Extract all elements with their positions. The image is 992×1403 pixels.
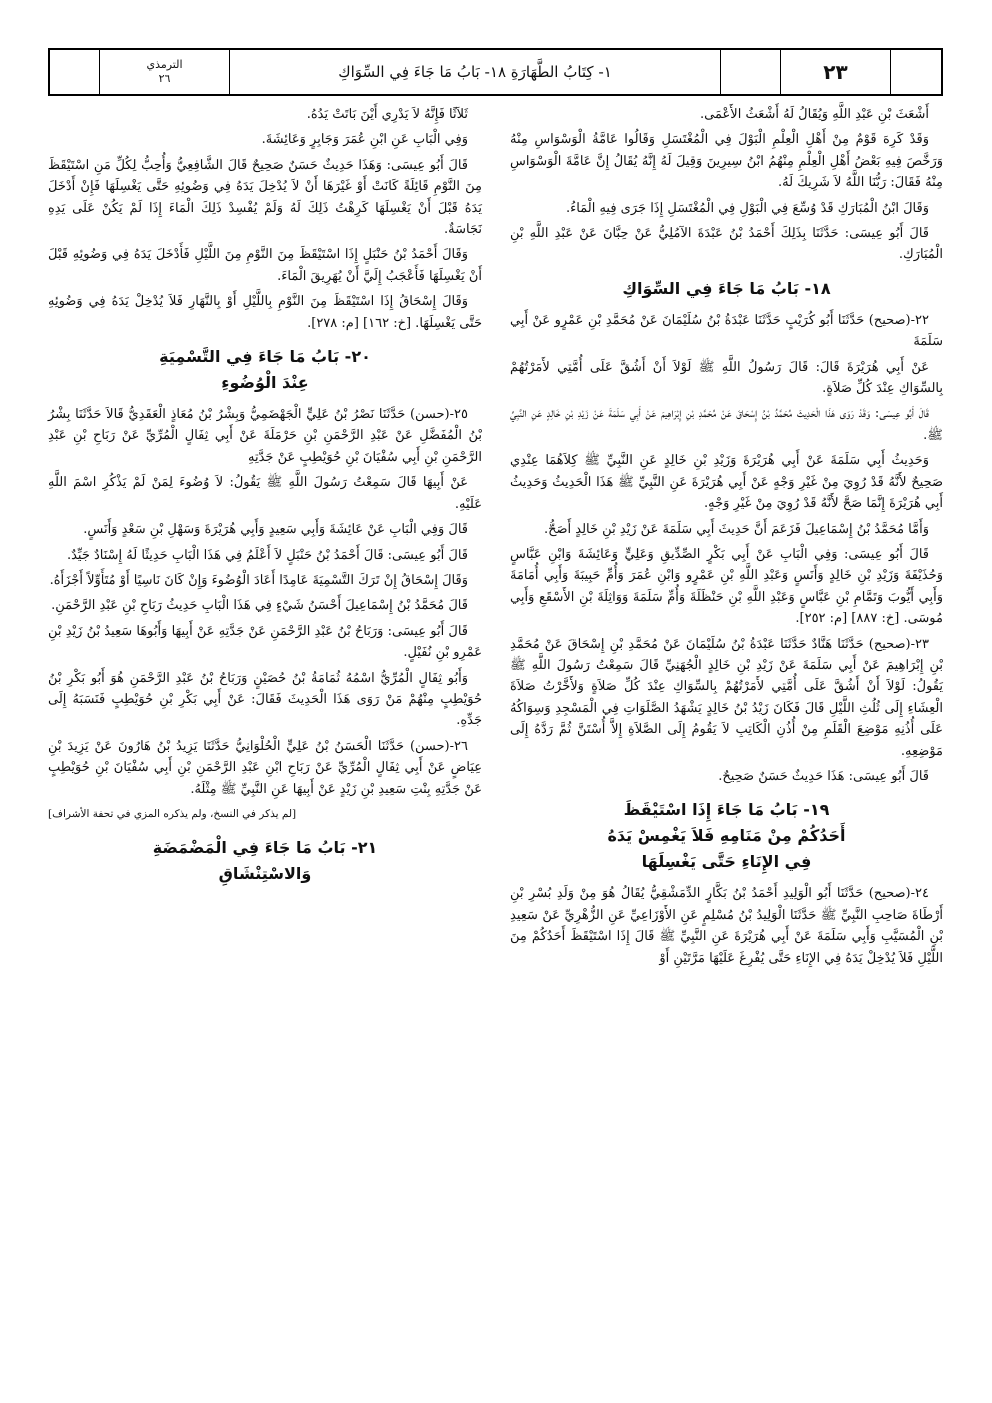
page-header	[48, 48, 943, 96]
hadith-paragraph: ٢٤-(صحيح) حَدَّثَنَا أَبُو الْوَلِيدِ أَحْمَدُ بْنُ بَكَّارٍ الدِّمَشْقِيُّ يُقَالُ هُوَ مِنْ وَلَدِ بُسْرِ بْنِ أَرْطَاةَ صَاحِبِ النَّبِيِّ ﷺ حَدَّثَنَا الْوَلِيدُ بْنُ مُسْلِمٍ عَنِ الأَوْزَاعِيِّ عَنِ الزُّهْرِيِّ عَنْ سَعِيدِ بْنِ الْمُسَيَّبِ وَأَبِي سَلَمَةَ عَنْ أَبِي هُرَيْرَةَ عَنِ النَّبِيِّ ﷺ قَالَ إِذَا اسْتَيْقَظَ أَحَدُكُمْ مِنَ اللَّيْلِ فَلاَ يُدْخِلْ يَدَهُ فِي الإِنَاءِ حَتَّى يُفْرِغَ عَلَيْهَا مَرَّتَيْنِ أَوْ	[510, 886, 943, 966]
chapter-heading: ١٨- بَابُ مَا جَاءَ فِي السِّوَاكِ	[622, 278, 831, 298]
paragraph: قَالَ وَفِي الْبَابِ عَنْ عَائِشَةَ وَأَبِي سَعِيدٍ وَأَبِي هُرَيْرَةَ وَسَهْلِ بْنِ سَعْدٍ وَأَنَسٍ.	[83, 522, 468, 538]
paragraph: وَقَالَ ابْنُ الْمُبَارَكِ قَدْ وُسِّعَ فِي الْبَوْلِ فِي الْمُغْتَسَلِ إِذَا جَرَى فِيهِ الْمَاءُ.	[566, 200, 929, 216]
chapter-heading-line: عِنْدَ الْوُضُوءِ	[221, 373, 309, 393]
paragraph: وَقَالَ إِسْحَاقُ إِنْ تَرَكَ التَّسْمِيَةَ عَامِدًا أَعَادَ الْوُضُوءَ وَإِنْ كَانَ نَاسِيًا أَوْ مُتَأَوِّلاً أَجْزَأَهُ.	[49, 572, 468, 588]
paragraph: قَالَ أَبُو عِيسَى: وَفِي الْبَابِ عَنْ أَبِي بَكْرٍ الصِّدِّيقِ وَعَلِيٍّ وَعَائِشَةَ وَابْنِ عَبَّاسٍ وَحُذَيْفَةَ وَزَيْدِ بْنِ خَالِدٍ وَأَنَسٍ وَعَبْدِ اللَّهِ بْنِ عَمْرٍو وَابْنِ عُمَرَ وَأُمِّ حَبِيبَةَ وَأَبِي أُمَامَةَ وَأَبِي أَيُّوبَ وَتَمَّامِ بْنِ عَبَّاسٍ وَعَبْدِ اللَّهِ بْنِ حَنْظَلَةَ وَأُمِّ سَلَمَةَ وَوَاثِلَةَ بْنِ الأَسْقَعِ وَأَبِي مُوسَى. [خ: ٨٨٧] [م: ٢٥٢].	[510, 546, 943, 627]
chapter-heading: ٢١- بَابُ مَا جَاءَ فِي الْمَضْمَضَةِ	[152, 838, 378, 858]
paragraph: قَالَ أَبُو عِيسَى: وَهَذَا حَدِيثٌ حَسَنٌ صَحِيحٌ قَالَ الشَّافِعِيُّ وَأُحِبُّ لِكُلِّ مَنِ اسْتَيْقَظَ مِنَ النَّوْمِ قَائِلَةً كَانَتْ أَوْ غَيْرَهَا أَنْ لاَ يُدْخِلَ يَدَهُ فِي وَضُوئِهِ حَتَّى يَغْسِلَهَا فَإِنْ أَدْخَلَ يَدَهُ قَبْلَ أَنْ يَغْسِلَهَا كَرِهْتُ ذَلِكَ لَهُ وَلَمْ يُفْسِدْ ذَلِكَ الْمَاءَ إِذَا لَمْ يَكُنْ عَلَى يَدِهِ نَجَاسَةٌ.	[48, 157, 482, 238]
chapter-heading-line: أَحَدُكُمْ مِنْ مَنَامِهِ فَلاَ يَغْمِسْ يَدَهُ	[607, 826, 846, 846]
paragraph: قَالَ أَبُو عِيسَى: وَرَبَاحُ بْنُ عَبْدِ الرَّحْمَنِ عَنْ جَدَّتِهِ عَنْ أَبِيهَا وَأَبُوهَا سَعِيدُ بْنُ زَيْدِ بْنِ عَمْرِو بْنِ نُفَيْلٍ.	[48, 623, 482, 661]
paragraph: عَنْ أَبِي هُرَيْرَةَ قَالَ: قَالَ رَسُولُ اللَّهِ ﷺ لَوْلاَ أَنْ أَشُقَّ عَلَى أُمَّتِي لأَمَرْتُهُمْ بِالسِّوَاكِ عِنْدَ كُلِّ صَلاَةٍ.	[510, 359, 943, 397]
paragraph: ثَلاَثًا فَإِنَّهُ لاَ يَدْرِي أَيْنَ بَاتَتْ يَدُهُ.	[306, 107, 468, 122]
paragraph: وَقَالَ إِسْحَاقُ إِذَا اسْتَيْقَظَ مِنَ النَّوْمِ بِاللَّيْلِ أَوْ بِالنَّهَارِ فَلاَ يُدْخِلْ يَدَهُ فِي وَضُوئِهِ حَتَّى يَغْسِلَهَا. [خ: ١٦٢] [م: ٢٧٨].	[48, 294, 482, 331]
chapter-heading-line: فِي الإِنَاءِ حَتَّى يَغْسِلَهَا	[641, 852, 812, 872]
header-cell-blank	[50, 50, 100, 94]
paragraph: أَشْعَثَ بْنِ عَبْدِ اللَّهِ وَيُقَالُ لَهُ أَشْعَثُ الأَعْمَى.	[700, 107, 929, 122]
chapter-heading: ١٩- بَابُ مَا جَاءَ إِذَا اسْتَيْقَظَ	[623, 800, 830, 820]
hadith-paragraph: ٢٢-(صحيح) حَدَّثَنَا أَبُو كُرَيْبٍ حَدَّثَنَا عَبْدَةُ بْنُ سُلَيْمَانَ عَنْ مُحَمَّدِ بْنِ عَمْرٍو عَنْ أَبِي سَلَمَةَ	[510, 312, 943, 350]
paragraph: قَالَ أَبُو عِيسَى: حَدَّثَنَا بِذَلِكَ أَحْمَدُ بْنُ عَبْدَةَ الآمُلِيُّ عَنْ حِبَّانَ عَنْ عَبْدِ اللَّهِ بْنِ الْمُبَارَكِ.	[510, 226, 943, 263]
reference-label: الترمذي	[146, 58, 183, 71]
left-column	[48, 104, 482, 895]
paragraph: وَحَدِيثُ أَبِي سَلَمَةَ عَنْ أَبِي هُرَيْرَةَ وَزَيْدِ بْنِ خَالِدٍ عَنِ النَّبِيِّ ﷺ كِلاَهُمَا عِنْدِي صَحِيحٌ لأَنَّهُ قَدْ رُوِيَ مِنْ غَيْرِ وَجْهٍ عَنْ أَبِي هُرَيْرَةَ عَنِ النَّبِيِّ ﷺ هَذَا الْحَدِيثُ وَحَدِيثُ أَبِي هُرَيْرَةَ إِنَّمَا صَحَّ لأَنَّهُ قَدْ رُوِيَ مِنْ غَيْرِ وَجْهٍ.	[510, 453, 943, 512]
paragraph: وَأَبُو ثِفَالٍ الْمُرِّيُّ اسْمُهُ ثُمَامَةُ بْنُ حُصَيْنٍ وَرَبَاحُ بْنُ عَبْدِ الرَّحْمَنِ هُوَ أَبُو بَكْرِ بْنُ حُوَيْطِبٍ مِنْهُمْ مَنْ رَوَى هَذَا الْحَدِيثَ فَقَالَ: عَنْ أَبِي بَكْرِ بْنِ حُوَيْطِبٍ فَنَسَبَهُ إِلَى جَدِّهِ.	[48, 670, 482, 729]
paragraph: عَنْ أَبِيهَا قَالَ سَمِعْتُ رَسُولَ اللَّهِ ﷺ يَقُولُ: لاَ وُضُوءَ لِمَنْ لَمْ يَذْكُرِ اسْمَ اللَّهِ عَلَيْهِ.	[48, 475, 482, 512]
page-number: ٢٣	[781, 50, 891, 94]
right-column	[510, 104, 943, 973]
paragraph: قَالَ مُحَمَّدُ بْنُ إِسْمَاعِيلَ أَحْسَنُ شَيْءٍ فِي هَذَا الْبَابِ حَدِيثُ رَبَاحِ بْنِ عَبْدِ الرَّحْمَنِ.	[51, 598, 468, 614]
chapter-heading-line: وَالاسْتِنْشَاقِ	[218, 864, 312, 884]
header-reference-cell	[100, 50, 230, 94]
footnote: [لم يذكر في النسخ، ولم يذكره المزي في تحفة الأشراف]	[48, 807, 297, 820]
paragraph: قَالَ أَبُو عِيسَى: وَقَدْ رَوَى هَذَا الْحَدِيثَ مُحَمَّدُ بْنُ إِسْحَاقَ عَنْ مُحَمَّدِ بْنِ إِبْرَاهِيمَ عَنْ أَبِي سَلَمَةَ عَنْ زَيْدِ بْنِ خَالِدٍ عَنِ النَّبِيِّ ﷺ.	[510, 406, 943, 443]
paragraph: وَقَالَ أَحْمَدُ بْنُ حَنْبَلٍ إِذَا اسْتَيْقَظَ مِنَ النَّوْمِ مِنَ اللَّيْلِ فَأَدْخَلَ يَدَهُ فِي وَضُوئِهِ قَبْلَ أَنْ يَغْسِلَهَا فَأَعْجَبُ إِلَيَّ أَنْ يُهَرِيقَ الْمَاءَ.	[48, 247, 482, 284]
chapter-heading: ٢٠- بَابُ مَا جَاءَ فِي التَّسْمِيَةِ	[159, 347, 371, 367]
hadith-paragraph: ٢٦-(حسن) حَدَّثَنَا الْحَسَنُ بْنُ عَلِيٍّ الْحُلْوَانِيُّ حَدَّثَنَا يَزِيدُ بْنُ هَارُونَ عَنْ يَزِيدَ بْنِ عِيَاضٍ عَنْ أَبِي ثِفَالٍ الْمُرِّيِّ عَنْ رَبَاحِ ابْنِ عَبْدِ الرَّحْمَنِ بْنِ أَبِي سُفْيَانَ بْنِ حُوَيْطِبٍ عَنْ جَدَّتِهِ بِنْتِ سَعِيدِ بْنِ زَيْدٍ عَنْ أَبِيهَا عَنِ النَّبِيِّ ﷺ مِثْلَهُ.	[48, 738, 482, 797]
paragraph: وَفِي الْبَابِ عَنِ ابْنِ عُمَرَ وَجَابِرٍ وَعَائِشَةَ.	[261, 132, 468, 148]
hadith-paragraph: ٢٥-(حسن) حَدَّثَنَا نَصْرُ بْنُ عَلِيٍّ الْجَهْضَمِيُّ وَبِشْرُ بْنُ مُعَاذٍ الْعَقَدِيُّ قَالاَ حَدَّثَنَا بِشْرُ بْنُ الْمُفَضَّلِ عَنْ عَبْدِ الرَّحْمَنِ بْنِ حَرْمَلَةَ عَنْ أَبِي ثِفَالٍ الْمُرِّيِّ عَنْ رَبَاحِ بْنِ عَبْدِ الرَّحْمَنِ بْنِ أَبِي سُفْيَانَ بْنِ حُوَيْطِبٍ عَنْ جَدَّتِهِ	[48, 407, 482, 465]
paragraph: وَقَدْ كَرِهَ قَوْمٌ مِنْ أَهْلِ الْعِلْمِ الْبَوْلَ فِي الْمُغْتَسَلِ وَقَالُوا عَامَّةُ الْوَسْوَاسِ مِنْهُ وَرَخَّصَ فِيهِ بَعْضُ أَهْلِ الْعِلْمِ مِنْهُمُ ابْنُ سِيرِينَ وَقِيلَ لَهُ إِنَّهُ يُقَالُ إِنَّ عَامَّةَ الْوَسْوَاسِ مِنْهُ فَقَالَ: رَبُّنَا اللَّهُ لاَ شَرِيكَ لَهُ.	[510, 132, 943, 191]
hadith-paragraph: ٢٣-(صحيح) حَدَّثَنَا هَنَّادٌ حَدَّثَنَا عَبْدَةُ بْنُ سُلَيْمَانَ عَنْ مُحَمَّدِ بْنِ إِسْحَاقَ عَنْ مُحَمَّدِ بْنِ إِبْرَاهِيمَ عَنْ أَبِي سَلَمَةَ عَنْ زَيْدِ بْنِ خَالِدٍ الْجُهَنِيِّ قَالَ سَمِعْتُ رَسُولَ اللَّهِ ﷺ يَقُولُ: لَوْلاَ أَنْ أَشُقَّ عَلَى أُمَّتِي لأَمَرْتُهُمْ بِالسِّوَاكِ عِنْدَ كُلِّ صَلاَةٍ وَلأَخَّرْتُ صَلاَةَ الْعِشَاءِ إِلَى ثُلُثِ اللَّيْلِ قَالَ فَكَانَ زَيْدُ بْنُ خَالِدٍ يَشْهَدُ الصَّلَوَاتِ فِي الْمَسْجِدِ وَسِوَاكُهُ عَلَى أُذُنِهِ مَوْضِعَ الْقَلَمِ مِنْ أُذُنِ الْكَاتِبِ لاَ يَقُومُ إِلَى الصَّلاَةِ إِلاَّ أُسْتَنَّ ثُمَّ رَدَّهُ إِلَى مَوْضِعِهِ.	[510, 636, 943, 759]
paragraph: قَالَ أَبُو عِيسَى: هَذَا حَدِيثٌ حَسَنٌ صَحِيحٌ.	[718, 768, 929, 784]
header-cell-blank	[721, 50, 781, 94]
paragraph: قَالَ أَبُو عِيسَى: قَالَ أَحْمَدُ بْنُ حَنْبَلٍ لاَ أَعْلَمُ فِي هَذَا الْبَابِ حَدِيثًا لَهُ إِسْنَادٌ جَيِّدٌ.	[66, 547, 468, 563]
paragraph: وَأَمَّا مُحَمَّدُ بْنُ إِسْمَاعِيلَ فَزَعَمَ أَنَّ حَدِيثَ أَبِي سَلَمَةَ عَنْ زَيْدِ بْنِ خَالِدٍ أَصَحُّ.	[543, 521, 929, 537]
reference-number: ٢٦	[158, 72, 171, 85]
running-title: ١- كِتَابُ الطَّهَارَةِ ١٨- بَابُ مَا جَاءَ فِي السِّوَاكِ	[230, 50, 721, 94]
header-cell-blank	[891, 50, 941, 94]
